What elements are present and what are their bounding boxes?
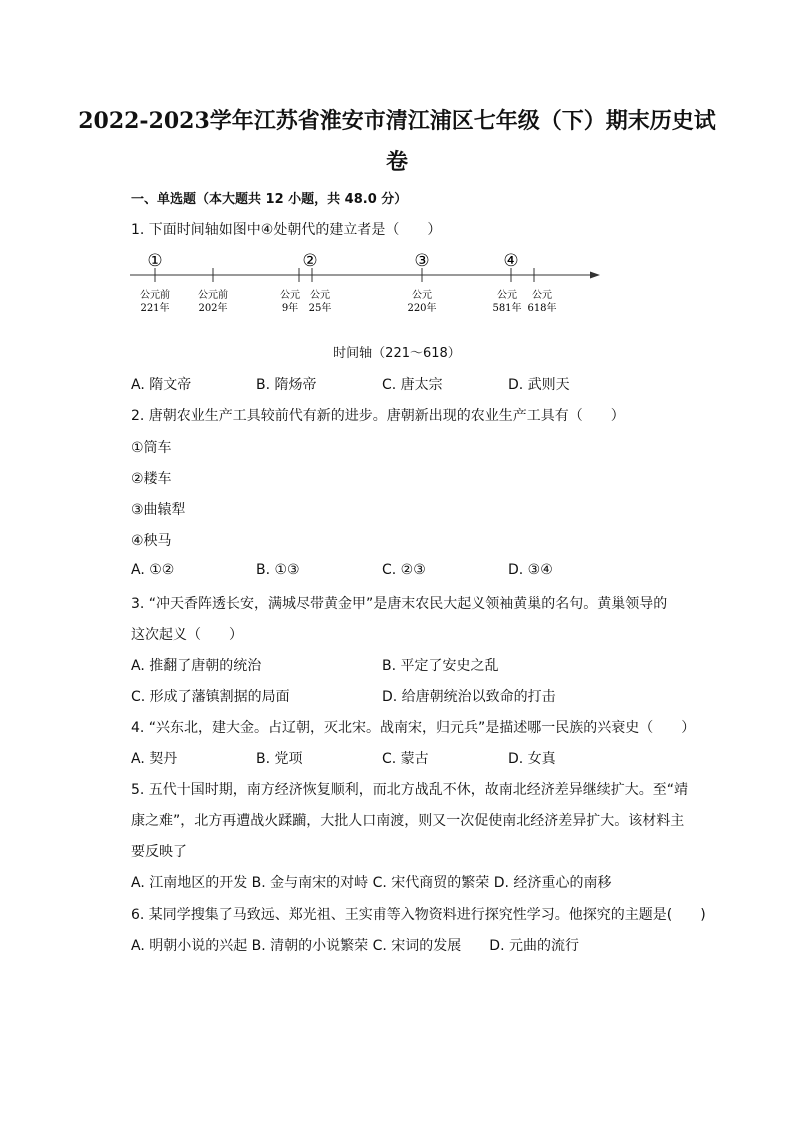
question-6-stem: 6. 某同学搜集了马致远、郑光祖、王实甫等入物资料进行探究性学习。他探究的主题是( ) <box>131 907 706 923</box>
tick-1-top: 公元前 <box>140 290 170 301</box>
marker-1: ① <box>147 251 163 271</box>
question-2-item-1: ①筒车 <box>131 440 172 456</box>
q3-option-a[interactable]: A. 推翻了唐朝的统治 <box>131 658 262 674</box>
q5-options[interactable]: A. 江南地区的开发 B. 金与南宋的对峙 C. 宋代商贸的繁荣 D. 经济重心的南移 <box>131 875 612 891</box>
exam-title-line1: 2022-2023学年江苏省淮安市清江浦区七年级（下）期末历史试 <box>78 108 716 134</box>
question-4-stem: 4. “兴东北，建大金。占辽朝，灭北宋。战南宋，归元兵”是描述哪一民族的兴衰史（ ） <box>131 720 696 736</box>
q2-option-c[interactable]: C. ②③ <box>382 562 426 578</box>
q4-option-b[interactable]: B. 党项 <box>256 751 303 767</box>
tick-1-bottom: 221年 <box>140 303 170 314</box>
tick-7-bottom: 618年 <box>527 303 557 314</box>
question-3-stem-line2: 这次起义（ ） <box>131 627 243 643</box>
timeline-figure <box>120 248 610 320</box>
tick-4-top: 公元 <box>310 290 330 301</box>
q4-option-a[interactable]: A. 契丹 <box>131 751 178 767</box>
timeline-caption: 时间轴（221～618） <box>333 346 461 361</box>
question-2-stem: 2. 唐朝农业生产工具较前代有新的进步。唐朝新出现的农业生产工具有（ ） <box>131 408 625 424</box>
exam-title-line2: 卷 <box>385 149 408 175</box>
q1-option-b[interactable]: B. 隋炀帝 <box>256 377 317 393</box>
tick-7-top: 公元 <box>532 290 552 301</box>
tick-6-bottom: 581年 <box>492 303 522 314</box>
q3-option-c[interactable]: C. 形成了藩镇割据的局面 <box>131 689 290 705</box>
tick-2-bottom: 202年 <box>198 303 228 314</box>
q2-option-a[interactable]: A. ①② <box>131 562 175 578</box>
q2-option-d[interactable]: D. ③④ <box>508 562 553 578</box>
q2-option-b[interactable]: B. ①③ <box>256 562 300 578</box>
tick-2-top: 公元前 <box>198 290 228 301</box>
question-5-stem-line1: 5. 五代十国时期，南方经济恢复顺利，而北方战乱不休，故南北经济差异继续扩大。至“靖 <box>131 782 689 798</box>
tick-3-top: 公元 <box>280 290 300 301</box>
question-5-stem-line3: 要反映了 <box>131 844 187 860</box>
marker-4: ④ <box>503 251 519 271</box>
q4-option-d[interactable]: D. 女真 <box>508 751 556 767</box>
question-1-stem: 1. 下面时间轴如图中④处朝代的建立者是（ ） <box>131 222 442 238</box>
q3-option-b[interactable]: B. 平定了安史之乱 <box>382 658 499 674</box>
q1-option-d[interactable]: D. 武则天 <box>508 377 570 393</box>
question-2-item-4: ④秧马 <box>131 533 172 549</box>
tick-5-top: 公元 <box>412 290 432 301</box>
q6-options[interactable]: A. 明朝小说的兴起 B. 清朝的小说繁荣 C. 宋词的发展 D. 元曲的流行 <box>131 938 579 954</box>
question-2-item-2: ②耧车 <box>131 471 172 487</box>
tick-6-top: 公元 <box>497 290 517 301</box>
timeline-arrow <box>590 272 600 279</box>
section-header: 一、单选题（本大题共 12 小题，共 48.0 分） <box>131 192 408 207</box>
q3-option-d[interactable]: D. 给唐朝统治以致命的打击 <box>382 689 556 705</box>
question-3-stem-line1: 3. “冲天香阵透长安，满城尽带黄金甲”是唐末农民大起义领袖黄巢的名句。黄巢领导的 <box>131 596 668 612</box>
q4-option-c[interactable]: C. 蒙古 <box>382 751 429 767</box>
marker-2: ② <box>302 251 318 271</box>
q1-option-a[interactable]: A. 隋文帝 <box>131 377 192 393</box>
question-5-stem-line2: 康之难”，北方再遭战火蹂躏，大批人口南渡，则又一次促使南北经济差异扩大。该材料主 <box>131 813 685 829</box>
tick-3-bottom: 9年 <box>281 303 299 314</box>
tick-4-bottom: 25年 <box>308 303 332 314</box>
marker-3: ③ <box>414 251 430 271</box>
tick-5-bottom: 220年 <box>407 303 437 314</box>
q1-option-c[interactable]: C. 唐太宗 <box>382 377 443 393</box>
question-2-item-3: ③曲辕犁 <box>131 502 186 518</box>
